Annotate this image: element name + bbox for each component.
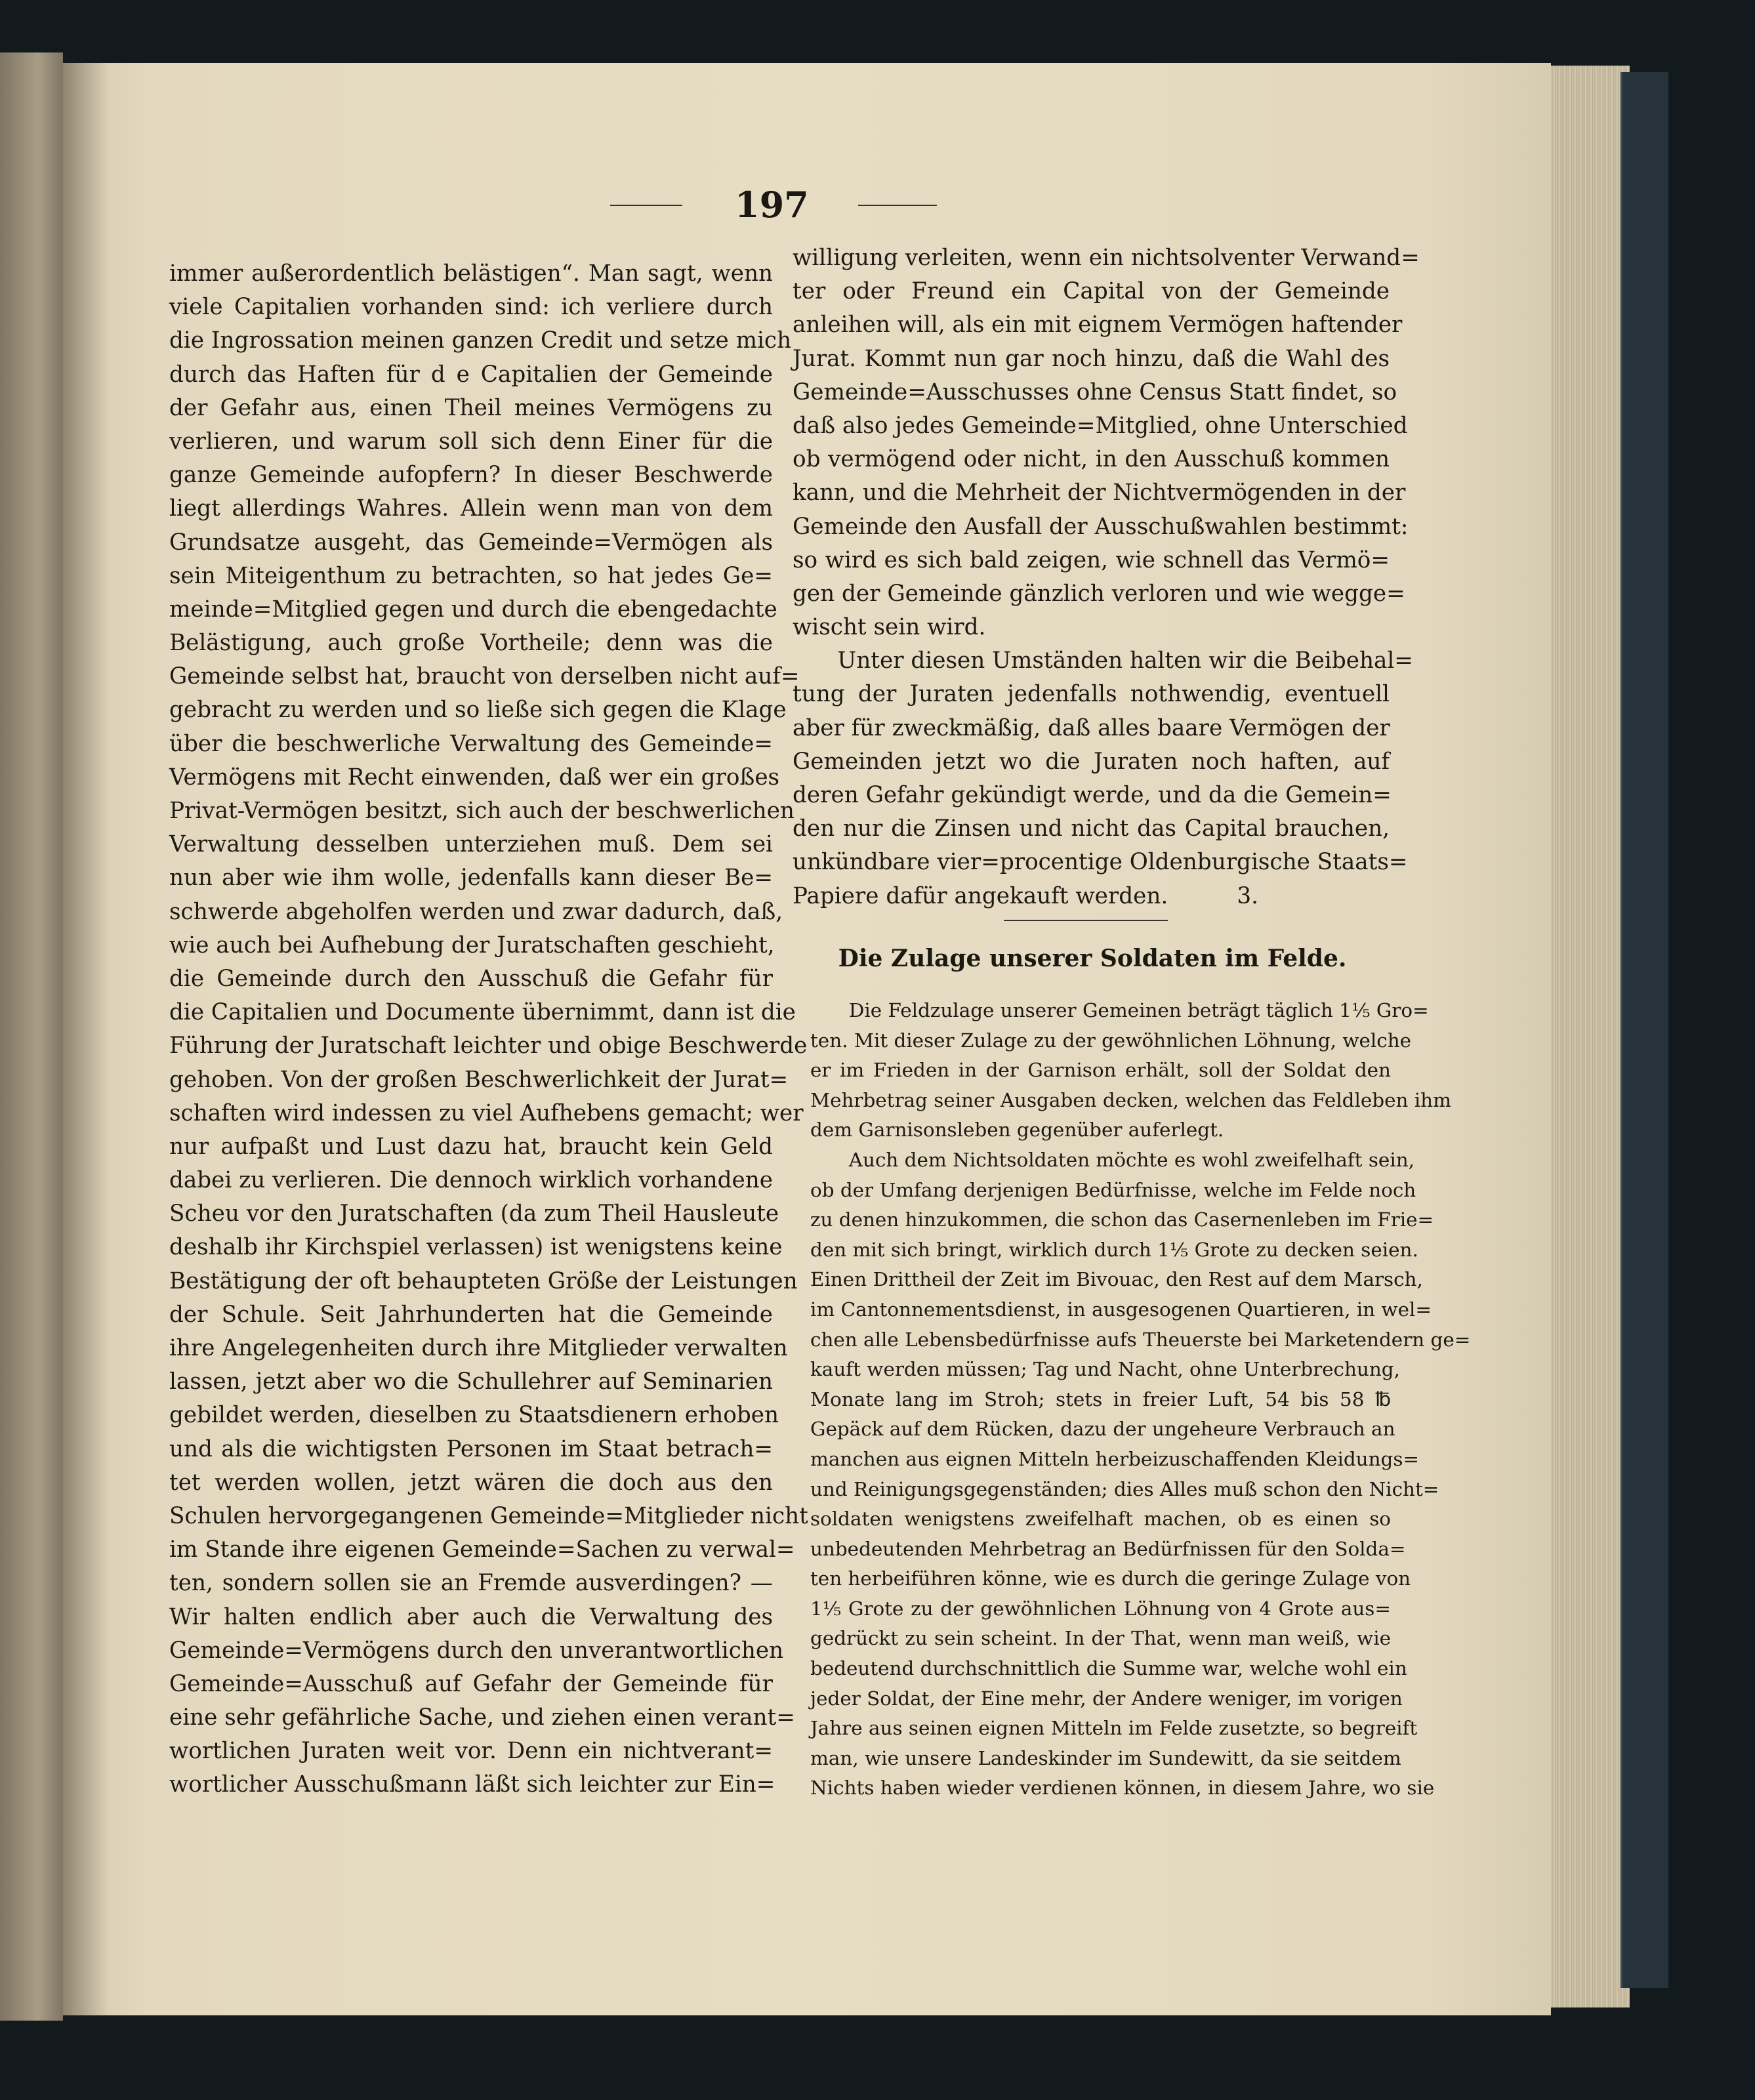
text-line: Mehrbetrag seiner Ausgaben decken, welchen das Feldleben ihm — [810, 1088, 1451, 1111]
text-line: Jahre aus seinen eignen Mitteln im Felde zusetzte, so begreift — [810, 1717, 1418, 1740]
page-block-edges — [1551, 66, 1630, 2007]
text-line: Auch dem Nichtsoldaten möchte es wohl zweifelhaft sein, — [848, 1148, 1414, 1171]
text-line: Einen Drittheil der Zeit im Bivouac, den Rest auf dem Marsch, — [810, 1268, 1423, 1291]
text-line: Gemeinden jetzt wo die Juraten noch haften, auf — [793, 748, 1390, 775]
text-line: Gemeinde den Ausfall der Ausschußwahlen bestimmt: — [793, 513, 1409, 540]
text-line: Belästigung, auch große Vortheile; denn was die — [169, 630, 773, 657]
text-line: chen alle Lebensbedürfnisse aufs Theuerste bei Marketendern ge= — [810, 1328, 1471, 1351]
text-line: Gemeinde selbst hat, braucht von derselben nicht auf= — [169, 663, 800, 690]
text-line: den nur die Zinsen und nicht das Capital brauchen, — [793, 815, 1390, 842]
text-line: lassen, jetzt aber wo die Schullehrer auf Seminarien — [169, 1369, 773, 1395]
text-line: ter oder Freund ein Capital von der Gemeinde — [793, 278, 1390, 305]
text-line: unkündbare vier=procentige Oldenburgische Staats= — [793, 849, 1408, 876]
text-line: im Stande ihre eigenen Gemeinde=Sachen zu verwal= — [169, 1536, 795, 1563]
text-line: unbedeutenden Mehrbetrag an Bedürfnissen für den Solda= — [810, 1537, 1406, 1560]
text-line: wortlicher Ausschußmann läßt sich leichter zur Ein= — [169, 1771, 775, 1798]
header-rule-left — [610, 205, 682, 206]
text-line: Gemeinde=Ausschusses ohne Census Statt findet, so — [793, 379, 1397, 405]
text-line-content: Papiere dafür angekauft werden. — [793, 882, 1168, 909]
text-line: Jurat. Kommt nun gar noch hinzu, daß die Wahl des — [793, 345, 1390, 372]
text-line: gebracht zu werden und so ließe sich gegen die Klage — [169, 697, 787, 724]
text-line: der Schule. Seit Jahrhunderten hat die Gemeinde — [169, 1301, 773, 1328]
text-line: Die Feldzulage unserer Gemeinen beträgt täglich 1⅕ Gro= — [848, 999, 1429, 1021]
right-column-text-top — [793, 241, 1420, 913]
book-cover-edge — [1621, 72, 1668, 1988]
text-line: Führung der Juratschaft leichter und obige Beschwerde — [169, 1033, 808, 1060]
text-line: Scheu vor den Juratschaften (da zum Theil Hausleute — [169, 1201, 779, 1227]
text-line: Vermögens mit Recht einwenden, daß wer ein großes — [169, 764, 780, 791]
text-line: verlieren, und warum soll sich denn Einer für die — [169, 428, 773, 455]
text-line: 1⅕ Grote zu der gewöhnlichen Löhnung von 4 Grote aus= — [810, 1597, 1391, 1620]
text-line: wie auch bei Aufhebung der Juratschaften geschieht, — [169, 932, 775, 958]
text-line: gehoben. Von der großen Beschwerlichkeit der Jurat= — [169, 1066, 789, 1093]
facing-page-edge — [0, 52, 63, 2021]
text-line: Nichts haben wieder verdienen können, in diesem Jahre, wo sie — [810, 1777, 1435, 1800]
text-line: aber für zweckmäßig, daß alles baare Vermögen der — [793, 714, 1390, 741]
text-line: Gemeinde=Ausschuß auf Gefahr der Gemeinde für — [169, 1670, 773, 1697]
header-rule-right — [858, 205, 937, 206]
gutter-shadow — [63, 63, 109, 2015]
text-line — [793, 880, 1390, 913]
text-line: Schulen hervorgegangenen Gemeinde=Mitglieder nicht — [169, 1502, 808, 1529]
section-divider-rule — [1004, 920, 1168, 921]
text-line: ten herbeiführen könne, wie es durch die geringe Zulage von — [810, 1567, 1411, 1590]
text-line: Gemeinde=Vermögens durch den unverantwortlichen — [169, 1637, 784, 1664]
text-line: tet werden wollen, jetzt wären die doch aus den — [169, 1469, 773, 1496]
text-line: die Ingrossation meinen ganzen Credit und setze mich — [169, 327, 792, 354]
text-line: im Cantonnementsdienst, in ausgesogenen Quartieren, in wel= — [810, 1298, 1432, 1321]
text-line: ganze Gemeinde aufopfern? In dieser Beschwerde — [169, 462, 773, 489]
text-line: sein Miteigenthum zu betrachten, so hat jedes Ge= — [169, 562, 773, 589]
text-line: ten, sondern sollen sie an Fremde ausverdingen? — — [169, 1570, 773, 1597]
text-line: Unter diesen Umständen halten wir die Beibehal= — [837, 648, 1413, 674]
text-line: ten. Mit dieser Zulage zu der gewöhnlichen Löhnung, welche — [810, 1029, 1412, 1052]
text-line: so wird es sich bald zeigen, wie schnell das Vermö= — [793, 546, 1390, 573]
text-line: die Capitalien und Documente übernimmt, dann ist die — [169, 999, 796, 1026]
text-line: viele Capitalien vorhanden sind: ich verliere durch — [169, 294, 773, 321]
text-line: meinde=Mitglied gegen und durch die ebengedachte — [169, 596, 777, 623]
text-line: Monate lang im Stroh; stets in freier Luft, 54 bis 58 ℔ — [810, 1388, 1391, 1410]
text-line: Wir halten endlich aber auch die Verwaltung des — [169, 1603, 773, 1630]
text-line: ob vermögend oder nicht, in den Ausschuß kommen — [793, 446, 1390, 473]
text-line: wischt sein wird. — [793, 614, 986, 641]
text-line: ob der Umfang derjenigen Bedürfnisse, welche im Felde noch — [810, 1178, 1416, 1201]
text-line: soldaten wenigstens zweifelhaft machen, ob es einen so — [810, 1508, 1391, 1531]
text-line: durch das Haften für d e Capitalien der Gemeinde — [169, 361, 773, 388]
text-line: man, wie unsere Landeskinder im Sundewitt, da sie seitdem — [810, 1746, 1401, 1769]
text-line: bedeutend durchschnittlich die Summe war, welche wohl ein — [810, 1657, 1407, 1680]
text-line: gebildet werden, dieselben zu Staatsdienern erhoben — [169, 1402, 779, 1429]
section-heading: Die Zulage unserer Soldaten im Felde. — [838, 945, 1347, 972]
text-line: gen der Gemeinde gänzlich verloren und wie wegge= — [793, 580, 1405, 607]
text-line: deren Gefahr gekündigt werde, und da die Gemein= — [793, 782, 1392, 808]
text-line: über die beschwerliche Verwaltung des Gemeinde= — [169, 730, 773, 757]
text-line: wortlichen Juraten weit vor. Denn ein nichtverant= — [169, 1738, 773, 1765]
text-line: Bestätigung der oft behaupteten Größe der Leistungen — [169, 1267, 798, 1294]
text-line: liegt allerdings Wahres. Allein wenn man von dem — [169, 495, 773, 522]
text-line: Grundsatze ausgeht, das Gemeinde=Vermögen als — [169, 529, 773, 556]
text-line: dabei zu verlieren. Die dennoch wirklich vorhandene — [169, 1167, 773, 1194]
text-line: Gepäck auf dem Rücken, dazu der ungeheure Verbrauch an — [810, 1418, 1395, 1441]
text-line: daß also jedes Gemeinde=Mitglied, ohne Unterschied — [793, 412, 1408, 439]
text-line: den mit sich bringt, wirklich durch 1⅕ Grote zu decken seien. — [810, 1238, 1418, 1261]
text-line: gedrückt zu sein scheint. In der That, wenn man weiß, wie — [810, 1627, 1391, 1650]
text-line: jeder Soldat, der Eine mehr, der Andere weniger, im vorigen — [810, 1687, 1403, 1710]
left-column-text — [169, 257, 808, 1802]
text-line: und als die wichtigsten Personen im Staat betrach= — [169, 1435, 773, 1462]
text-line: immer außerordentlich belästigen“. Man sagt, wenn — [169, 260, 773, 287]
page-number: 197 — [735, 184, 809, 226]
text-line: deshalb ihr Kirchspiel verlassen) ist wenigstens keine — [169, 1234, 783, 1261]
text-line: tung der Juraten jedenfalls nothwendig, eventuell — [793, 681, 1390, 708]
text-line: eine sehr gefährliche Sache, und ziehen einen verant= — [169, 1704, 795, 1731]
right-column-text-bottom — [810, 996, 1471, 1803]
text-line: schwerde abgeholfen werden und zwar dadurch, daß, — [169, 898, 783, 925]
text-line: Verwaltung desselben unterziehen muß. Dem sei — [169, 831, 773, 858]
text-line: zu denen hinzukommen, die schon das Casernenleben im Frie= — [810, 1208, 1434, 1231]
text-line: der Gefahr aus, einen Theil meines Vermögens zu — [169, 394, 773, 421]
text-line: kann, und die Mehrheit der Nichtvermögenden in der — [793, 480, 1406, 506]
text-line: schaften wird indessen zu viel Aufhebens gemacht; wer — [169, 1100, 804, 1126]
text-line: manchen aus eignen Mitteln herbeizuschaffenden Kleidungs= — [810, 1447, 1420, 1470]
text-line: dem Garnisonsleben gegenüber auferlegt. — [810, 1119, 1224, 1142]
text-line: die Gemeinde durch den Ausschuß die Gefahr für — [169, 965, 773, 992]
text-line: kauft werden müssen; Tag und Nacht, ohne Unterbrechung, — [810, 1358, 1400, 1381]
text-line: und Reinigungsgegenständen; dies Alles muß schon den Nicht= — [810, 1477, 1439, 1500]
text-line: anleihen will, als ein mit eignem Vermögen haftender — [793, 312, 1403, 339]
text-line: ihre Angelegenheiten durch ihre Mitglieder verwalten — [169, 1335, 788, 1361]
author-signature: 3. — [1237, 882, 1258, 909]
text-line: nun aber wie ihm wolle, jedenfalls kann dieser Be= — [169, 865, 773, 892]
text-line: willigung verleiten, wenn ein nichtsolventer Verwand= — [793, 245, 1420, 271]
text-line: nur aufpaßt und Lust dazu hat, braucht kein Geld — [169, 1133, 773, 1160]
text-line: er im Frieden in der Garnison erhält, soll der Soldat den — [810, 1059, 1391, 1082]
text-line: Privat-Vermögen besitzt, sich auch der beschwerlichen — [169, 798, 795, 824]
